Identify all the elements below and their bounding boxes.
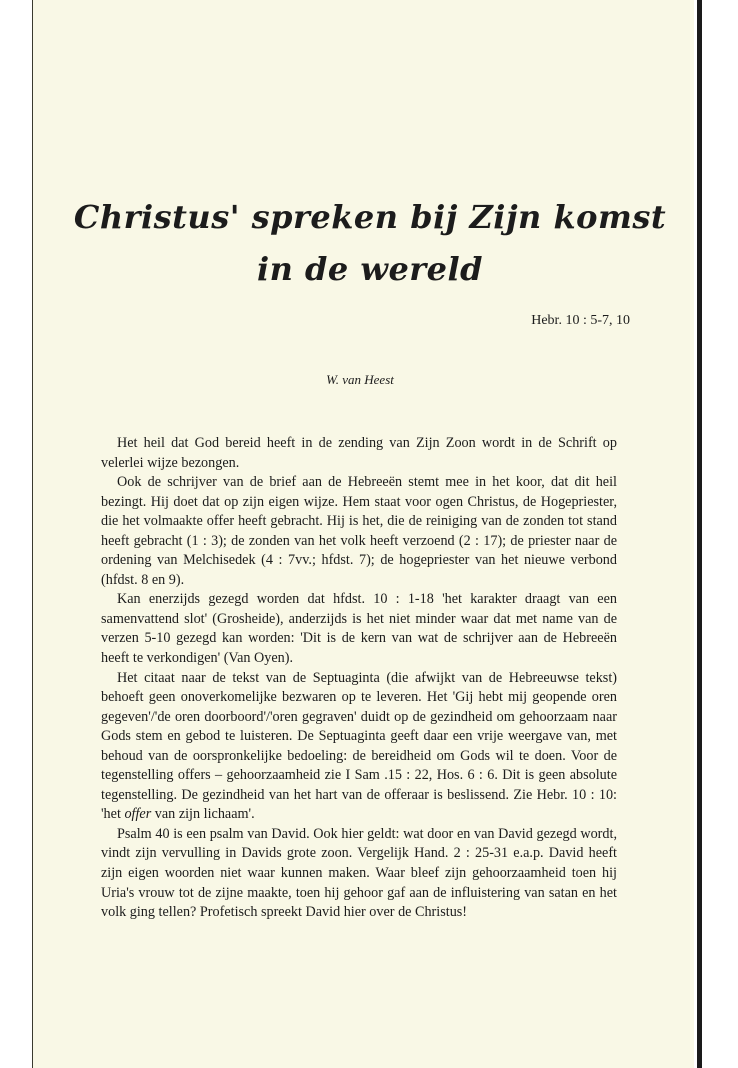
paragraph-4-text: Het citaat naar de tekst van de Septuaginta (die afwijkt van de Hebreeuwse tekst) behoeft geen onoverkomelijke bezwaren op te leveren. Het 'Gij hebt mij geopende oren gegeven'/'de oren doorboord'/'oren gegraven' duidt op de gezindheid om gehoorzaam naar Gods stem en gebod te luisteren. De Septuaginta geeft daar een vrije weergave van, met behoud van de oorspronkelijke bedoeling: de bereidheid om Gods wil te doen. Voor de tegenstelling offers – gehoorzaamheid zie I Sam .15 : 22, Hos. 6 : 6. Dit is geen absolute tegenstelling. De gezindheid van het hart van de offeraar is beslissend. Zie Hebr. 10 : 10: 'het <box>101 669 617 823</box>
paragraph-5: Psalm 40 is een psalm van David. Ook hier geldt: wat door en van David gezegd wordt, vindt zijn vervulling in Davids grote zoon. Vergelijk Hand. 2 : 25-31 e.a.p. David heeft zijn eigen woorden niet waar kunnen maken. Waar bleef zijn gehoorzaamheid toen hij Uria's vrouw tot de zijne maakte, toen hij gehoor gaf aan de influistering van satan en het volk ging tellen? Profetisch spreekt David hier over de Christus! <box>101 825 617 921</box>
paragraph-4 <box>101 669 617 825</box>
paragraph-4-tail: van zijn lichaam'. <box>151 806 255 823</box>
article-title-line-1: Christus' spreken bij Zijn komst <box>73 198 667 236</box>
paragraph-2: Ook de schrijver van de brief aan de Hebreeën stemt mee in het koor, dat dit heil bezingt. Hij doet dat op zijn eigen wijze. Hem staat voor ogen Christus, de Hogepriester, die het volmaakte offer heeft gebracht. Hij is het, die de reiniging van de zonden tot stand heeft gebracht (1 : 3); de zonden van het volk heeft verzoend (2 : 17); de priester naar de ordening van Melchisedek (4 : 7vv.; hfdst. 7); de hogepriester van het nieuwe verbond (hfdst. 8 en 9). <box>101 474 617 588</box>
paragraph-1: Het heil dat God bereid heeft in de zending van Zijn Zoon wordt in de Schrift op velerlei wijze bezongen. <box>101 435 617 471</box>
page-right-edge <box>697 0 702 1068</box>
page-left-edge <box>32 0 33 1068</box>
scripture-reference: Hebr. 10 : 5-7, 10 <box>531 313 630 328</box>
article-title-line-2: in de wereld <box>256 250 484 288</box>
author-name: W. van Heest <box>326 372 394 387</box>
paragraph-3: Kan enerzijds gezegd worden dat hfdst. 10 : 1-18 'het karakter draagt van een samenvattend slot' (Grosheide), anderzijds is het niet minder waar dat met name van de verzen 5-10 gezegd kan worden: 'Dit is de kern van wat de schrijver aan de Hebreeën heeft te verkondigen' (Van Oyen). <box>101 591 617 667</box>
paragraph-4-emphasis: offer <box>124 806 152 823</box>
article-body <box>101 434 617 923</box>
